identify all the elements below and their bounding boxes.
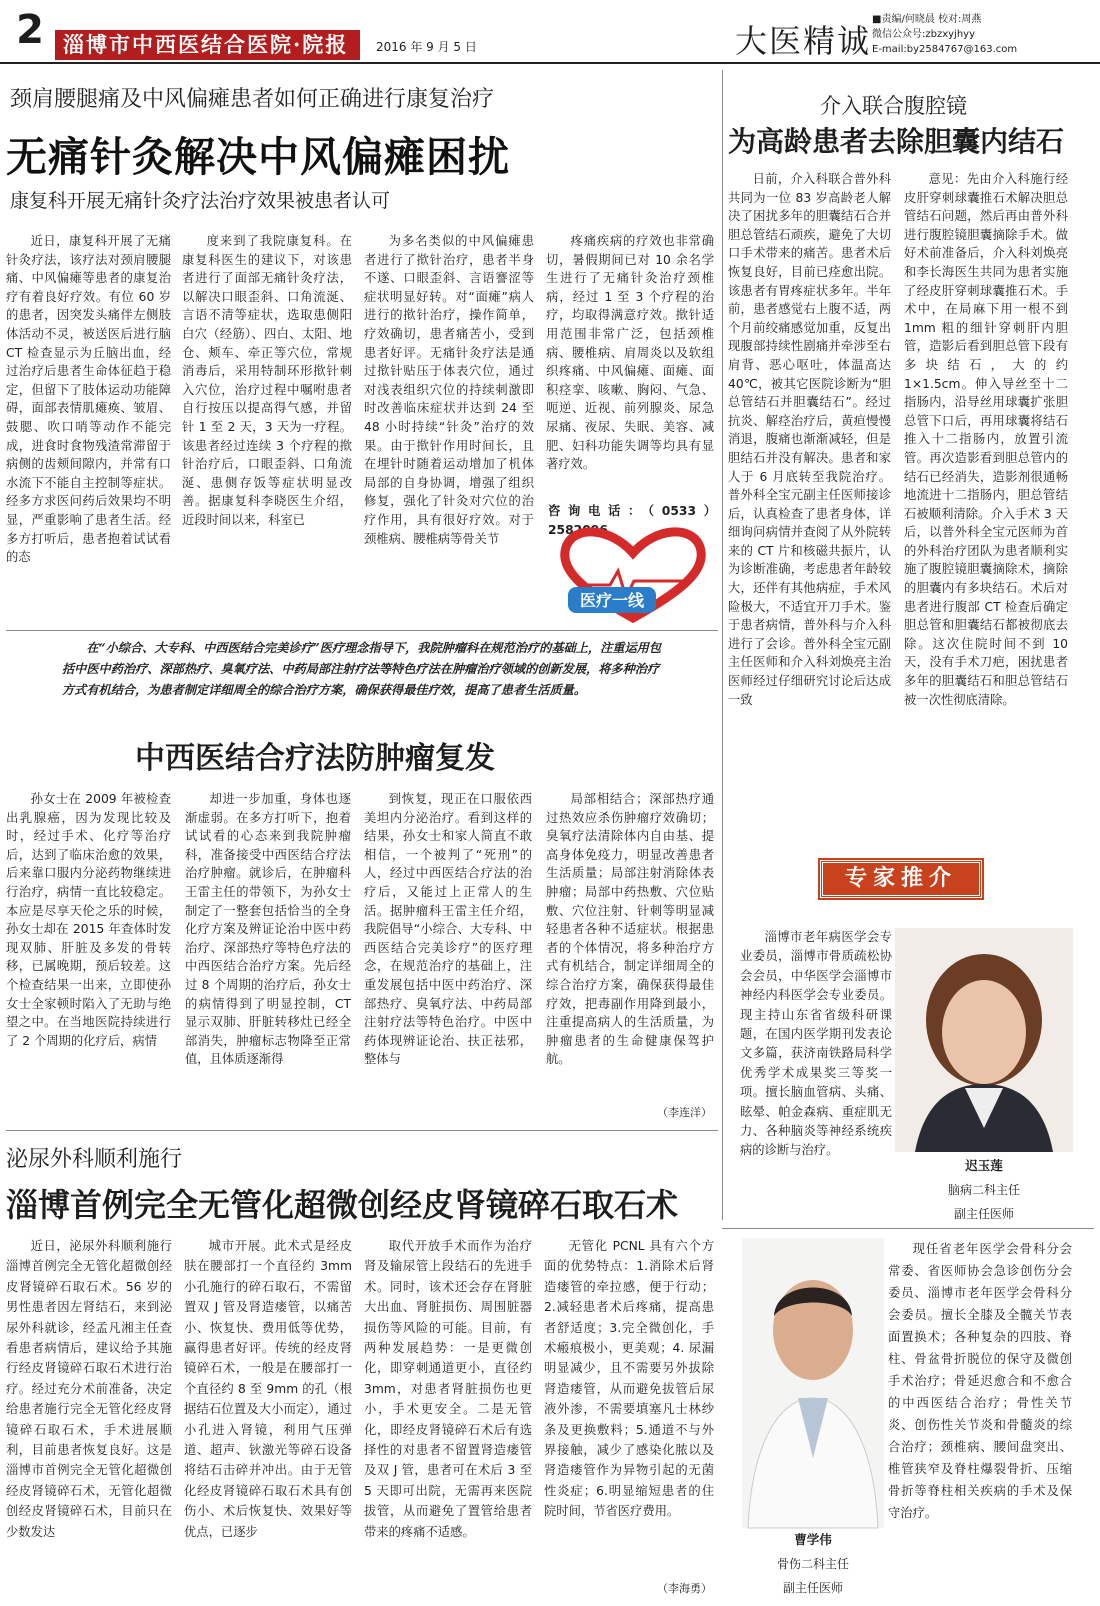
article3-column-1: 日前，介入科联合普外科共同为一位 83 岁高龄老人解决了困扰多年的胆囊结石合并胆总管结石顽疾，避免了大切口手术带来的痛苦。患者术后恢复良好，目前已痊愈出院。该患者有胃疼症状多年。半年前，患者感觉右上腹不适，两个月前绞痛感觉加重，反复出现腹部持续性剧痛并牵涉至右肩背、恶心呕吐，体温高达 40℃，被其它医院诊断为“胆总管结石并胆囊结石”。经过抗炎、解痉治疗后，黄疸慢慢消退，腹痛也渐渐减轻，但是胆结石并没有解决。患者和家人于 6 月底转至我院治疗。普外科全宝元副主任医师接诊后，认真检查了患者身体，详细询问病情并查阅了从外院转来的 CT 片和核磁共振片，认为诊断准确，考虑患者年龄较大，还伴有其他病症，手术风险极大，不适宜开刀手术。鉴于患者病情，普外科与介入科进行了会诊。普外科全宝元副主任医师和介入科刘焕亮主治医师经过仔细研究讨论后达成一致 xyxy=(728,172,891,707)
badge-text: 医疗一线 xyxy=(579,591,645,610)
divider xyxy=(722,1228,1094,1229)
column-rule xyxy=(722,70,723,1220)
portrait-female xyxy=(895,928,1073,1152)
article2-column-3: 到恢复，现正在口服依西美坦内分泌治疗。看到这样的结果，孙女士和家人简直不敢相信，一个被判了“死刑”的人，经过中西医结合疗法的治疗后，又能过上正常人的生活。据肿瘤科王雷主任介绍，我院倡导“小综合、大专科、中西医结合完美诊疗”的医疗理念，在规范治疗的基础上，注重发展包括中医中药治疗、深部热疗、臭氧疗法、中药局部注射疗法等特色治疗。中医中药体现辨证论治、扶正祛邪，整体与 xyxy=(364,792,532,1067)
article4-author: （李海勇） xyxy=(657,1582,712,1595)
article2-column-4: 局部相结合；深部热疗通过热效应杀伤肿瘤疗效确切；臭氧疗法清除体内自由基、提高身体免疫力，明显改善患者生活质量；局部注射消除体表肿瘤；局部中药热敷、穴位贴敷、穴位注射、针刺等明显减轻患者各种不适症状。根据患者的个体情况，将多种治疗方式有机结合，制定详细周全的综合治疗方案，确保获得最佳疗效，把毒副作用降到最小，注重提高病人的生活质量，为肿瘤患者的生命健康保驾护航。 xyxy=(546,792,714,1067)
expert2-bio: 现任省老年医学会骨科分会常委、省医师协会急诊创伤分会委员、淄博市老年医学会骨科分会委员。擅长全膝及全髋关节表面置换术；各种复杂的四肢、脊柱、骨盆骨折脱位的保守及微创手术治疗；骨延迟愈合和不愈合的中西医结合治疗；骨性关节炎、创伤性关节炎和骨髓炎的综合治疗；颈椎病、腰间盘突出、椎管狭窄及脊柱爆裂骨折、压缩骨折等脊柱相关疾病的手术及保守治疗。 xyxy=(888,1242,1072,1520)
article1-subtitle: 康复科开展无痛针灸疗法治疗效果被患者认可 xyxy=(10,190,391,212)
article1-column-4: 疼痛疾病的疗效也非常确切，暑假期间已对 10 余名学生进行了无痛针灸治疗颈椎病，经过 1 至 3 个疗程的治疗，均取得满意疗效。揿针适用范围非常广泛，包括颈椎病、腰椎病、肩周炎以及软组织疼痛、中风偏瘫、面瘫、面积痉挛、咳嗽、胸闷、气急、呃逆、近视、前列腺炎、尿急尿痛、夜尿、失眠、美容、减肥、妇科功能失调等均具有显著疗效。 xyxy=(546,234,714,472)
article3-title: 为高龄患者去除胆囊内结石 xyxy=(728,125,1065,158)
email-line: E-mail:by2584767@163.com xyxy=(872,44,1018,55)
divider xyxy=(6,1130,718,1131)
article4-column-4: 无管化 PCNL 具有六个方面的优势特点：1.消除术后肾造瘘管的牵拉感，便于行动；2.减轻患者术后疼痛，提高患者舒适度；3.完全微创化，手术瘢痕极小，更美观；4. 尿漏明显减少，且不需要另外拔除肾造瘘管，从而避免拔管后尿液外渗，不需要填塞凡士林纱条及更换敷料；5.通道不与外界接触，减少了感染化脓以及肾造瘘管作为异物引起的无菌性炎症；6.明显缩短患者的住院时间，节省医疗费用。 xyxy=(544,1239,714,1519)
editor-line: ■责编/何晓晨 校对:周燕 xyxy=(872,14,982,25)
article2-column-2: 却进一步加重，身体也逐渐虚弱。在多方打听下，抱着试试看的心态来到我院肿瘤科，准备接受中西医结合疗法治疗肿瘤。就诊后，在肿瘤科王雷主任的带领下，为孙女士制定了一整套包括恰当的全身化疗方案及辨证论治中医中药治疗、深部热疗等特色疗法的中西医结合治疗方案。先后经过 8 个周期的治疗后，孙女士的病情得到了明显控制，CT 显示双肺、肝脏转移灶已经全部消失，肿瘤标志物降至正常值，且体质逐渐得 xyxy=(185,792,351,1067)
heart-icon xyxy=(548,523,718,628)
article1-column-1: 近日，康复科开展了无痛针灸疗法，该疗法对颈肩腰腿痛、中风偏瘫等患者的康复治疗有着良好疗效。有位 60 岁的患者，因突发头痛伴左侧肢体活动不灵，被送医后进行脑 CT 检查显示为丘脑出血，经过治疗后患者生命体征趋于稳定，但留下了肢体运动功能障碍，面部表情肌瘫痪、皱眉、鼓腮、吹口哨等动作不能完成，进食时食物残渣常滞留于病侧的齿颊间隙内，并常有口水流下不能自主控制等症状。经多方求医问药后效果均不明显，严重影响了患者生活。经多方打听后，患者抱着试试看的态 xyxy=(6,234,171,565)
article4-column-3: 取代开放手术而作为治疗肾及输尿管上段结石的先进手术。同时，该术还会存在肾脏大出血、肾脏损伤、周围脏器损伤等风险的可能。目前，有两种发展趋势：一是更微创化，即穿刺通道更小，直径约 3mm，对患者肾脏损伤也更小，手术更安全。二是无管化，即经皮肾镜碎石术后有选择性的对患者不留置肾造瘘管及双 J 管，患者可在术后 3 至 5 天即可出院，无需再来医院拔管，从而避免了置管给患者带来的疼痛不适感。 xyxy=(364,1239,532,1539)
wechat-line: 微信公众号:zbzxyjhyy xyxy=(872,29,976,40)
expert2-photo xyxy=(742,1238,884,1528)
contact-phone: 咨询电话：（0533）2582096 xyxy=(548,504,716,537)
newspaper-name: 淄博市中西医结合医院·院报 xyxy=(55,30,360,60)
expert1-photo xyxy=(895,928,1073,1152)
expert2-dept: 骨伤二科主任 xyxy=(776,1557,849,1571)
article3-kicker: 介入联合腹腔镜 xyxy=(820,94,967,118)
article4-column-2: 城市开展。此术式是经皮肤在腰部打一个直径约 3mm 小孔施行的碎石取石，不需留置双 J 管及肾造瘘管，以痛苦小、恢复快、费用低等优势，赢得患者好评。传统的经皮肾镜碎石术，一般是在腰部打一个直径约 8 至 9mm 的孔（根据结石位置及大小而定），通过小孔进入肾镜，利用气压弹道、超声、钬激光等碎石设备将结石击碎并冲出。由于无管化经皮肾镜碎石取石术具有创伤小、术后恢复快、效果好等优点，已逐步 xyxy=(184,1239,352,1539)
article2-column-1: 孙女士在 2009 年被检查出乳腺癌，因为发现比较及时，经过手术、化疗等治疗后，达到了临床治愈的效果，后来靠口服内分泌药物继续进行治疗，病情一直比较稳定。本应是尽享天伦之乐的时候，孙女士却在 2015 年查体时发现双肺、肝脏及多发的骨转移，已属晚期，预后较差。这个检查结果一出来，立即使孙女士全家顿时陷入了无助与绝望之中。在当地医院持续进行了 2 个周期的化疗后，病情 xyxy=(6,792,171,1048)
issue-date: 2016 年 9 月 5 日 xyxy=(376,40,477,54)
header-rule xyxy=(0,62,1100,64)
expert2-name: 曹学伟 xyxy=(794,1532,832,1547)
article4-title: 淄博首例完全无管化超微创经皮肾镜碎石取石术 xyxy=(6,1186,679,1224)
page-number: 2 xyxy=(16,7,44,53)
expert1-title: 副主任医师 xyxy=(953,1207,1014,1221)
article4-kicker: 泌尿外科顺利施行 xyxy=(6,1147,183,1172)
divider xyxy=(6,630,718,631)
article1-title: 无痛针灸解决中风偏瘫困扰 xyxy=(6,133,510,181)
header-info xyxy=(872,12,1097,57)
article2-title: 中西医结合疗法防肿瘤复发 xyxy=(135,741,495,776)
expert1-dept: 脑病二科主任 xyxy=(947,1183,1020,1197)
article2-author: （李连洋） xyxy=(657,1106,712,1119)
portrait-male xyxy=(742,1238,884,1528)
article1-column-3: 为多名类似的中风偏瘫患者进行了揿针治疗，患者半身不遂、口眼歪斜、言语謇涩等症状明显好转。对“面瘫”病人进行的揿针治疗，操作简单，疗效确切，患者痛苦小，受到患者好评。无痛针灸疗法是通过揿针贴压于体表穴位，通过对浅表组织穴位的持续刺激即时改善临床症状并达到 24 至 48 小时持续“针灸”治疗的效果。由于揿针作用时间长，且在埋针时随着运动增加了机体局部的自身协调，增强了组织修复，强化了针灸对穴位的治疗作用，具有很好疗效。对于颈椎病、腰椎病等骨关节 xyxy=(364,234,534,546)
medical-frontline-badge xyxy=(548,523,718,628)
article1-column-2: 度来到了我院康复科。在康复科医生的建议下，对该患者进行了面部无痛针灸疗法，以解决口眼歪斜、口角流涎、言语不清等症状，选取患侧阳白穴（经筋）、四白、太阳、地仓、颊车、牵正等穴位，常规消毒后，采用特制环形揿针刺入穴位，治疗过程中嘱咐患者自行按压以提高得气感，并留针 1 至 2 天，3 天为一疗程。该患者经过连续 3 个疗程的揿针治疗后，口眼歪斜、口角流涎、患侧存饭等症状明显改善。据康复科李晓医生介绍，近段时间以来，科室已 xyxy=(182,234,352,527)
expert2-title: 副主任医师 xyxy=(782,1581,843,1595)
article2-intro: 在“小综合、大专科、中西医结合完美诊疗”医疗理念指导下，我院肿瘤科在规范治疗的基础上，注重运用包括中医中药治疗、深部热疗、臭氧疗法、中药局部注射疗法等特色疗法在肿瘤治疗领域的创新发展，将多种治疗方式有机结合，为患者制定详细周全的综合治疗方案，确保获得最佳疗效，提高了患者生活质量。 xyxy=(62,641,662,697)
article1-kicker: 颈肩腰腿痛及中风偏瘫患者如何正确进行康复治疗 xyxy=(10,87,495,112)
article4-column-1: 近日，泌尿外科顺利施行淄博首例完全无管化超微创经皮肾镜碎石取石术。56 岁的男性患者因左肾结石，来到泌尿外科就诊，经孟凡湘主任查看患者病情后，建议给予其施行经皮肾镜碎石取石术进行治疗。经过充分术前准备，决定给患者施行完全无管化经皮肾镜碎石取石术，手术进展顺利，目前患者恢复良好。这是淄博市首例完全无管化超微创经皮肾镜碎石术，无管化超微创经皮肾镜碎石术，目前只在少数发达 xyxy=(6,1239,172,1539)
expert-recommendation-tag: 专家推介 xyxy=(820,860,982,898)
expert1-bio: 淄博市老年病医学会专业委员，淄博市骨质疏松协会会员，中华医学会淄博市神经内科医学会专业委员。现主持山东省省级科研课题，在国内医学期刊发表论文多篇，获济南铁路局科学优秀学术成果奖三等奖一项。擅长脑血管病、头痛、眩晕、帕金森病、重症肌无力、各种脑炎等神经系统疾病的诊断与治疗。 xyxy=(740,930,892,1158)
section-title: 大医精诚 xyxy=(735,22,872,60)
article3-column-2: 意见：先由介入科施行经皮肝穿刺球囊推石术解决胆总管结石问题，然后再由普外科进行腹腔镜胆囊摘除手术。做好术前准备后，介入科刘焕亮和李长海医生共同为患者实施了经皮肝穿刺球囊推石术。手术中，在局麻下用一根不到 1mm 粗的细针穿刺肝内胆管，造影后看到胆总管下段有多块结石，大的约 1×1.5cm。伸入导丝至十二指肠内，沿导丝用球囊扩张胆总管下口后，再用球囊将结石推入十二指肠内，放置引流管。再次造影看到胆总管内的结石已经消失，造影剂很通畅地流进十二指肠内，胆总管结石被顺利清除。介入手术 3 天后，以普外科全宝元医师为首的外科治疗团队为患者顺利实施了腹腔镜胆囊摘除术，摘除的胆囊内有多块结石。术后对患者进行腹部 CT 检查后确定胆总管和胆囊结石都被彻底去除。这次住院时间不到 10 天，没有手术刀疤，困扰患者多年的胆囊结石和胆总管结石被一次性彻底清除。 xyxy=(904,172,1068,707)
expert1-name: 迟玉莲 xyxy=(965,1158,1003,1173)
